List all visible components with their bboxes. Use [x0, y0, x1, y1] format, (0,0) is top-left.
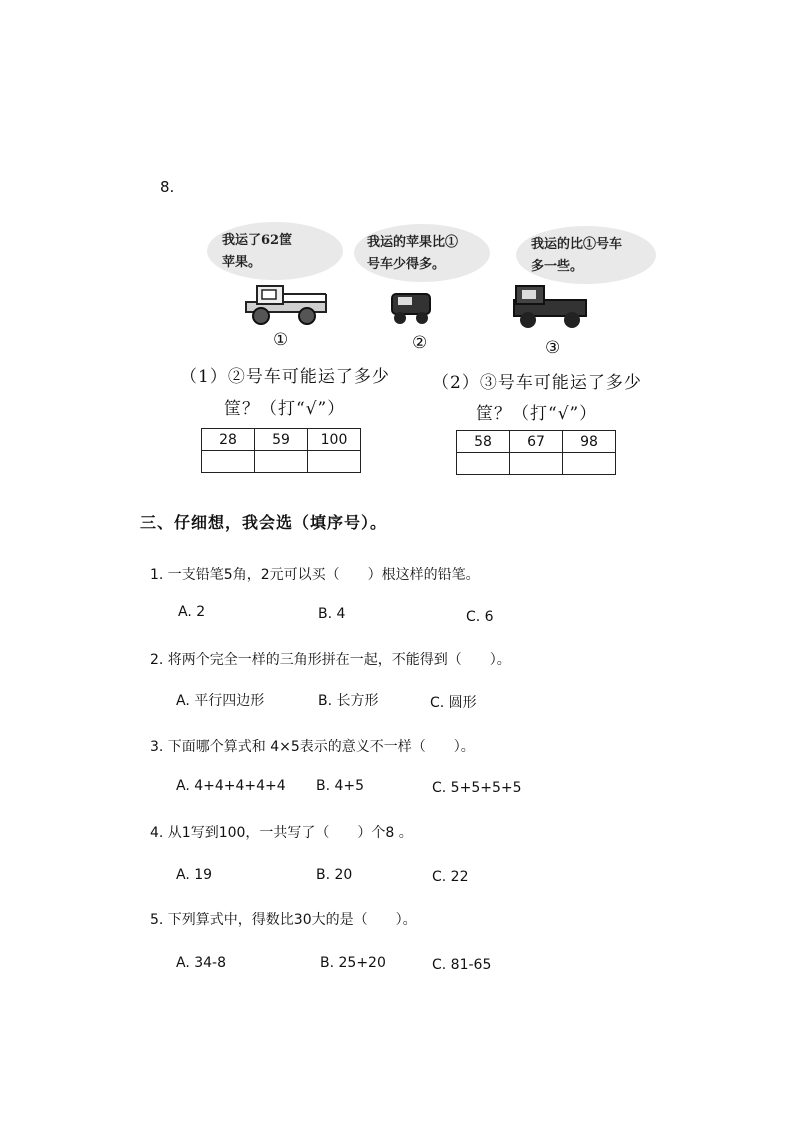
- part-2-option: 67: [510, 431, 563, 453]
- question-1: 1. 一支铅笔5角，2元可以买（ ）根这样的铅笔。: [150, 567, 480, 583]
- q4-option-a: A. 19: [176, 867, 213, 883]
- truck-1-icon: [243, 282, 329, 328]
- truck-3-label: ③: [545, 338, 561, 358]
- question-5: 5. 下列算式中，得数比30大的是（ ）。: [150, 912, 417, 928]
- part-1-line-2: 筐？（打“√”）: [224, 399, 346, 419]
- q5-option-c: C. 81-65: [432, 957, 492, 973]
- truck-3-icon: [510, 282, 590, 332]
- q5-option-b: B. 25+20: [320, 955, 386, 971]
- q3-option-b: B. 4+5: [316, 778, 365, 794]
- bubble-2-text: [367, 232, 458, 276]
- part-2-option: 98: [563, 431, 616, 453]
- question-4: 4. 从1写到100，一共写了（ ）个8 。: [150, 825, 413, 841]
- truck-2-icon: [388, 288, 434, 328]
- bubble-3-line-2: 多一些。: [531, 259, 584, 274]
- question-number: 8.: [160, 178, 175, 196]
- part-2-line-1: （2）③号车可能运了多少: [432, 373, 642, 393]
- part-2-answer-cell[interactable]: [457, 453, 510, 475]
- part-1-answer-cell[interactable]: [308, 451, 361, 473]
- truck-1-label: ①: [273, 330, 289, 350]
- part-1-answer-table: [201, 428, 361, 473]
- bubble-1-line-2: 苹果。: [222, 255, 262, 270]
- q4-option-b: B. 20: [316, 867, 353, 883]
- q4-option-c: C. 22: [432, 869, 469, 885]
- part-1-option: 100: [308, 429, 361, 451]
- bubble-1-text: [222, 230, 292, 274]
- part-1-option: 59: [255, 429, 308, 451]
- question-3: 3. 下面哪个算式和 4×5表示的意义不一样（ ）。: [150, 739, 475, 755]
- q3-option-c: C. 5+5+5+5: [432, 780, 522, 796]
- section-title: 三、仔细想，我会选（填序号）。: [140, 513, 388, 532]
- q3-option-a: A. 4+4+4+4+4: [176, 778, 286, 794]
- q2-option-a: A. 平行四边形: [176, 693, 265, 709]
- truck-2-label: ②: [412, 333, 428, 353]
- part-1-answer-cell[interactable]: [202, 451, 255, 473]
- part-2-answer-cell[interactable]: [510, 453, 563, 475]
- q2-option-b: B. 长方形: [318, 693, 379, 709]
- part-1-answer-cell[interactable]: [255, 451, 308, 473]
- bubble-2-line-1: 我运的苹果比①: [367, 235, 459, 250]
- bubble-2-line-2: 号车少得多。: [367, 257, 446, 272]
- question-2: 2. 将两个完全一样的三角形拼在一起，不能得到（ ）。: [150, 652, 511, 668]
- part-2-option: 58: [457, 431, 510, 453]
- q1-option-a: A. 2: [178, 604, 206, 620]
- q1-option-b: B. 4: [318, 606, 346, 622]
- q5-option-a: A. 34-8: [176, 955, 227, 971]
- bubble-3-text: [531, 234, 622, 278]
- part-1-option: 28: [202, 429, 255, 451]
- q1-option-c: C. 6: [466, 609, 494, 625]
- part-1-line-1: （1）②号车可能运了多少: [180, 367, 390, 387]
- part-2-answer-table: [456, 430, 616, 475]
- bubble-1-line-1: 我运了62筐: [222, 233, 293, 248]
- q2-option-c: C. 圆形: [430, 695, 477, 711]
- part-2-line-2: 筐？（打“√”）: [476, 404, 598, 424]
- part-2-answer-cell[interactable]: [563, 453, 616, 475]
- bubble-3-line-1: 我运的比①号车: [531, 237, 623, 252]
